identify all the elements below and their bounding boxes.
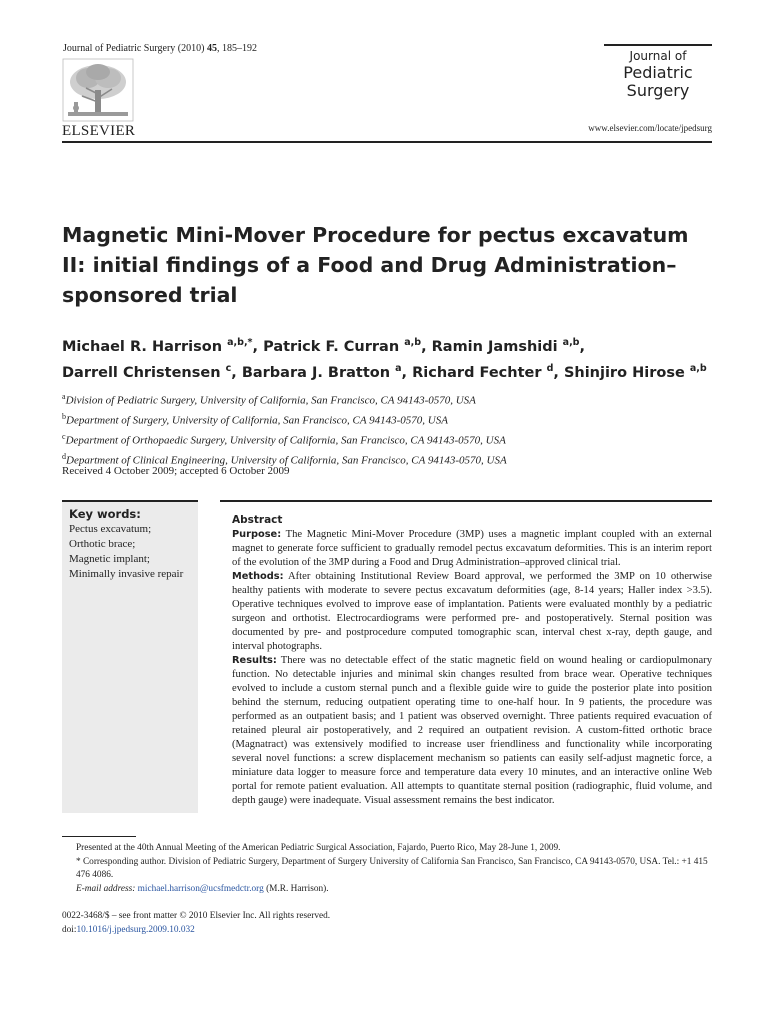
footnotes bbox=[62, 842, 722, 896]
keyword: Minimally invasive repair bbox=[69, 568, 184, 580]
footnote-corresponding: * Corresponding author. Division of Pediatric Surgery, Department of Surgery University of California San Francisco, San Francisco, CA 94143-0570, USA. Tel.: +1 415 476 4086. bbox=[76, 856, 708, 880]
journal-url[interactable]: www.elsevier.com/locate/jpedsurg bbox=[588, 123, 712, 133]
article-title: Magnetic Mini-Mover Procedure for pectus excavatum II: initial findings of a Food and Drug Administration–sponsored trial bbox=[62, 223, 689, 307]
copyright-line: 0022-3468/$ – see front matter © 2010 Elsevier Inc. All rights reserved. bbox=[62, 911, 331, 921]
author-list bbox=[62, 332, 722, 384]
keywords-title: Key words: bbox=[69, 507, 141, 521]
keyword: Magnetic implant; bbox=[69, 553, 150, 565]
keyword: Pectus excavatum; bbox=[69, 523, 152, 535]
footnote-rule bbox=[62, 836, 136, 837]
affiliation: $^c$Department of Orthopaedic Surgery, University of California, San Francisco, CA 94143-0570, USA bbox=[62, 432, 506, 447]
abstract-purpose: Purpose: The Magnetic Mini-Mover Procedure (3MP) uses a magnetic implant coupled with an external magnet to generate force sufficient to gradually remodel pectus excavatum deformities. This is an interim report of the evolution of the 3MP during a Food and Drug Administration–approved clinical trial. bbox=[232, 529, 712, 568]
author[interactable]: Richard Fechter $^d$, bbox=[412, 362, 564, 381]
elsevier-tree-logo-icon bbox=[62, 58, 134, 122]
affiliations bbox=[62, 389, 722, 470]
header-divider bbox=[62, 141, 712, 143]
brand-rule bbox=[604, 44, 712, 46]
author[interactable]: Barbara J. Bratton $^a$, bbox=[241, 362, 413, 381]
abstract-methods: Methods: After obtaining Institutional Review Board approval, we performed the 3MP on 10 otherwise healthy patients with moderate to severe pectus excavatum deformities (age, 8-14 years; Haller index >3.5). Operative techniques evolved to improve ease of implantation. Patients were evaluated monthly by a pediatric surgeon and orthotist. Electrocardiograms were performed pre- and postoperatively. Sternal position was documented by pre- and postprocedure computed tomographic scan, interval chest x-ray, depth gauge, and interval photographs. bbox=[232, 571, 712, 652]
journal-brand-line3: Surgery bbox=[626, 81, 690, 101]
affiliation: $^b$Department of Surgery, University of California, San Francisco, CA 94143-0570, USA bbox=[62, 412, 448, 427]
copyright-block bbox=[62, 910, 330, 937]
journal-brand-line2: Pediatric bbox=[623, 62, 693, 82]
author[interactable]: Ramin Jamshidi $^{a,b}$, bbox=[431, 337, 585, 355]
keywords-list bbox=[69, 522, 183, 582]
footnote-presented: Presented at the 40th Annual Meeting of the American Pediatric Surgical Association, Fajardo, Puerto Rico, May 28-June 1, 2009. bbox=[76, 843, 561, 853]
journal-brand bbox=[604, 50, 712, 101]
affiliation: $^d$Department of Clinical Engineering, University of California, San Francisco, CA 94143-0570, USA bbox=[62, 452, 507, 468]
abstract-results: Results: There was no detectable effect of the static magnetic field on wound healing or cardiopulmonary function. No detectable injuries and minimal skin changes resulted from brace wear. Operative techniques evolved to include a custom sternal punch and a flexible guide wire to guide the posterior plate into position behind the sternum, reducing outpatient operating time to one-half hour. In 9 patients, the procedure was performed as an outpatient basis; and 1 patient was observed overnight. Three patients required evacuation of retained pleural air postoperatively, and 2 required an outpatient revision. A custom-fitted orthotic brace (Magnatract) was extensively modified to increase user friendliness and functionality while incorporating several novel functions: a screw displacement mechanism so patients can easily self-adjust magnetic force, a miniature data logger to measure force and temperature data every 10 minutes, and an interactive online Web portal for remote patient evaluation. All attempts to quantitate sternal position (radiographic, fluid volume, and depth gauge) were inadequate. Visual assessment remains the best indicator. bbox=[232, 655, 712, 806]
doi-link[interactable]: 10.1016/j.jpedsurg.2009.10.032 bbox=[76, 924, 195, 935]
abstract-title: Abstract bbox=[232, 514, 283, 526]
abstract-body bbox=[232, 528, 712, 808]
author[interactable]: Darrell Christensen $^c$, bbox=[62, 362, 242, 381]
doi-line: doi:10.1016/j.jpedsurg.2009.10.032 bbox=[62, 924, 195, 935]
journal-brand-line1: Journal of bbox=[629, 49, 687, 63]
journal-citation: Journal of Pediatric Surgery (2010) 45, 185–192 bbox=[63, 43, 257, 54]
affiliation: $^a$Division of Pediatric Surgery, University of California, San Francisco, CA 94143-0570, USA bbox=[62, 392, 476, 407]
abstract-rule bbox=[220, 500, 712, 502]
keyword: Orthotic brace; bbox=[69, 538, 136, 550]
email-link[interactable]: michael.harrison@ucsfmedctr.org bbox=[137, 883, 264, 894]
author[interactable]: Shinjiro Hirose $^{a,b}$ bbox=[563, 362, 707, 381]
received-dates: Received 4 October 2009; accepted 6 October 2009 bbox=[62, 465, 290, 477]
author[interactable]: Patrick F. Curran $^{a,b}$, bbox=[263, 337, 432, 355]
footnote-email: E-mail address: michael.harrison@ucsfmedctr.org (M.R. Harrison). bbox=[76, 883, 329, 894]
author[interactable]: Michael R. Harrison $^{a,b,*}$, bbox=[62, 337, 264, 355]
keywords-rule bbox=[62, 500, 198, 502]
publisher-name: ELSEVIER bbox=[62, 123, 136, 139]
